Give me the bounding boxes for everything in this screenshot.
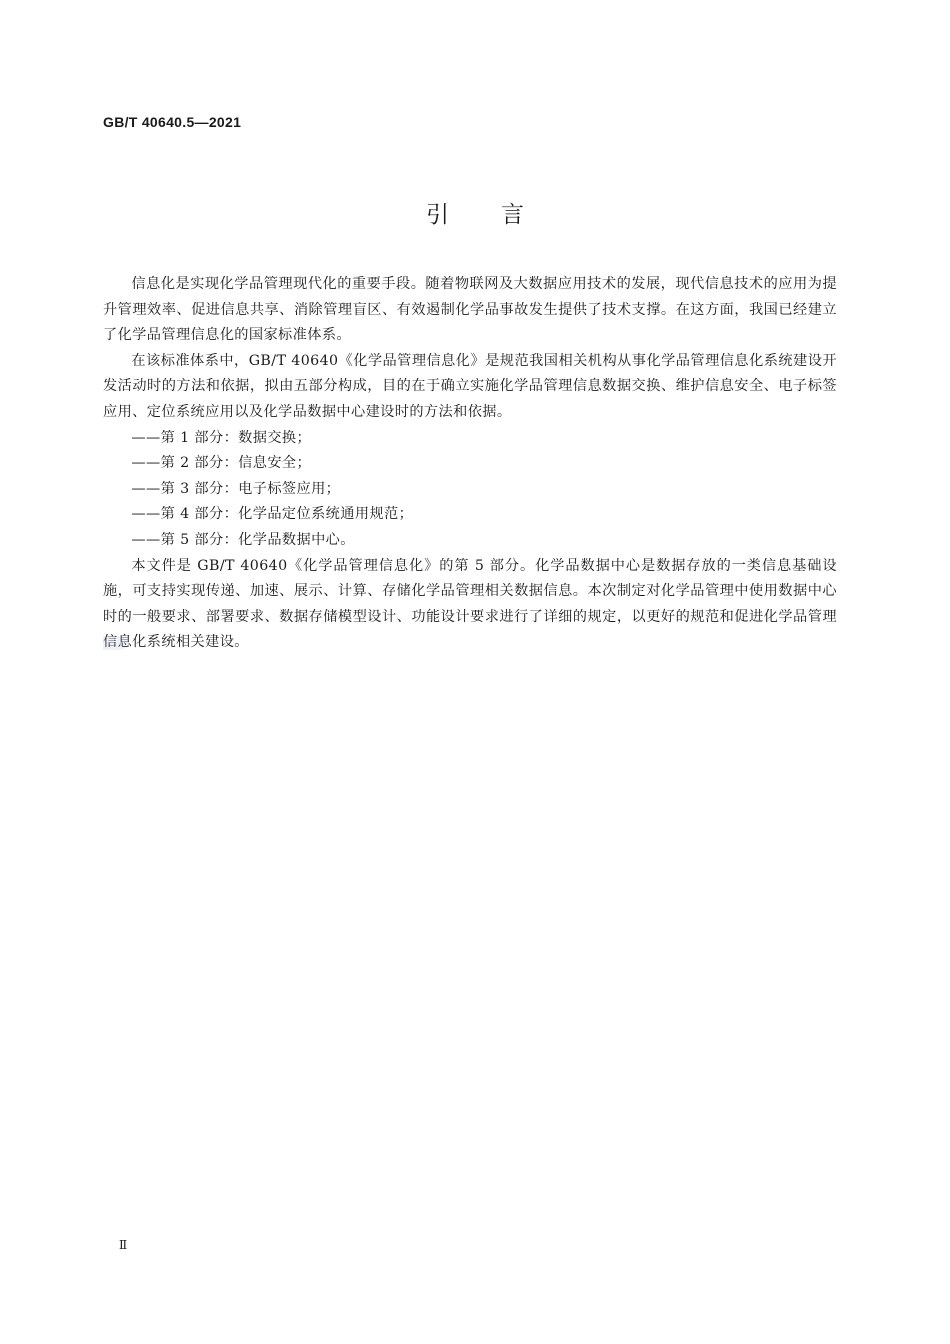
document-body <box>103 272 837 656</box>
parts-list <box>103 426 837 554</box>
standard-code: GB/T 40640.5—2021 <box>103 114 242 130</box>
paragraph-standard-system: 在该标准体系中，GB/T 40640《化学品管理信息化》是规范我国相关机构从事化学品管理信息化系统建设开发活动时的方法和依据，拟由五部分构成，目的在于确立实施化学品管理信息数据交换、维护信息安全、电子标签应用、定位系统应用以及化学品数据中心建设时的方法和依据。 <box>103 352 837 420</box>
list-item: ——第 2 部分：信息安全； <box>131 455 312 472</box>
list-item: ——第 1 部分：数据交换； <box>131 429 312 446</box>
page-title: 引言 <box>426 202 576 228</box>
list-item: ——第 3 部分：电子标签应用； <box>131 480 341 497</box>
list-item: ——第 5 部分：化学品数据中心。 <box>131 531 355 548</box>
watermark-mark <box>101 634 131 652</box>
page-number: Ⅱ <box>119 1238 128 1252</box>
list-item: ——第 4 部分：化学品定位系统通用规范； <box>131 506 414 523</box>
paragraph-intro: 信息化是实现化学品管理现代化的重要手段。随着物联网及大数据应用技术的发展，现代信息技术的应用为提升管理效率、促进信息共享、消除管理盲区、有效遏制化学品事故发生提供了技术支撑。在这方面，我国已经建立了化学品管理信息化的国家标准体系。 <box>103 276 837 344</box>
paragraph-this-document: 本文件是 GB/T 40640《化学品管理信息化》的第 5 部分。化学品数据中心是数据存放的一类信息基础设施，可支持实现传递、加速、展示、计算、存储化学品管理相关数据信息。本次制定对化学品管理中使用数据中心时的一般要求、部署要求、数据存储模型设计、功能设计要求进行了详细的规定，以更好的规范和促进化学品管理信息化系统相关建设。 <box>103 557 837 651</box>
